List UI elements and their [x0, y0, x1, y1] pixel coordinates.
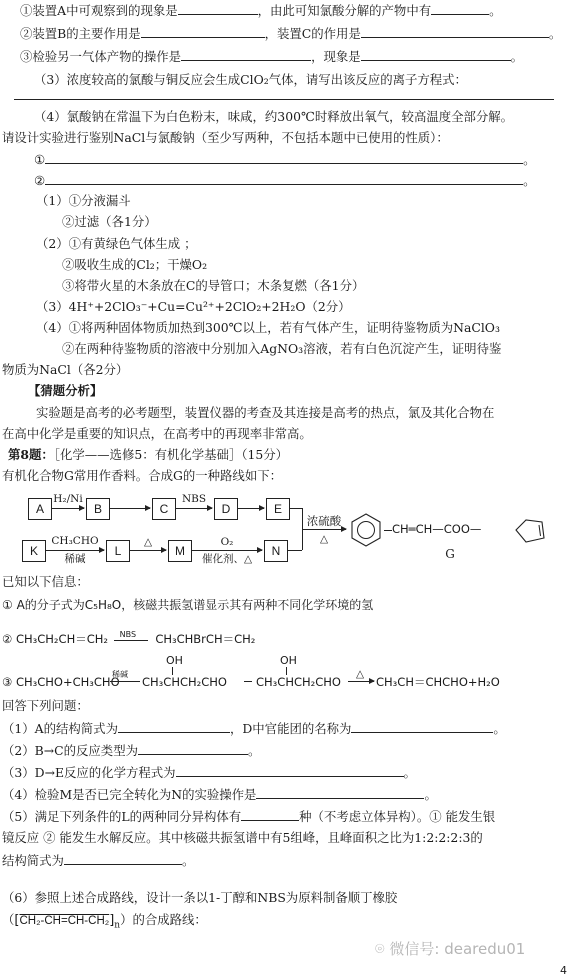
question-5b: 镜反应 ② 能发生水解反应。其中核磁共振氢谱中有5组峰，且峰面积之比为1:2:2:2:3的: [2, 830, 483, 845]
arrow: [110, 508, 150, 509]
answer-line-3: （2）①有黄绿色气体生成 ；: [36, 236, 197, 251]
analysis-heading: 【猜题分析】: [28, 383, 103, 398]
reagent-label: 浓硫酸: [306, 514, 342, 528]
bond: [244, 681, 252, 682]
blank: [361, 24, 549, 38]
arrow: [52, 508, 84, 509]
question-8-title: 第8题：［化学——选修5：有机化学基础］（15分）: [8, 447, 289, 462]
answer-line-2: ②过滤（各1分）: [62, 214, 157, 229]
blank: [45, 150, 523, 164]
product-chain: CH═CH—COO—: [392, 522, 482, 536]
reagent-label: O₂: [220, 536, 234, 548]
question-8-intro: 有机化合物G常用作香料。合成G的一种路线如下：: [2, 468, 282, 483]
question-3: （3）D→E反应的化学方程式为 。: [2, 765, 416, 780]
compound-b: B: [86, 498, 110, 520]
compound-m: M: [168, 540, 192, 562]
compound-e: E: [266, 498, 290, 520]
question-1: （1）A的结构简式为 ，D中官能团的名称为 。: [2, 721, 506, 736]
q-line-4: （4）氯酸钠在常温下为白色粉末，味咸，约300℃时释放出氧气，较高温度全部分解。: [34, 109, 514, 124]
blank: [138, 741, 248, 755]
arrow: [110, 681, 140, 682]
page-number: 4: [560, 964, 567, 977]
blank: [45, 171, 523, 185]
polymer-bracket-icon: [: [14, 913, 20, 928]
questions-heading: 回答下列问题：: [2, 698, 89, 713]
compound-d: D: [214, 498, 238, 520]
compound-n: N: [264, 540, 288, 562]
answer-line: [14, 99, 554, 100]
info-1: ① A的分子式为C₅H₈O，核磁共振氢谱显示其有两种不同化学环境的氢: [2, 598, 374, 612]
answer-line-7: （4）①将两种固体物质加热到300℃以上，若有气体产生，证明待鉴物质为NaClO₃: [36, 320, 500, 335]
blank: [431, 1, 489, 15]
reagent-label: CH₃CHO: [51, 535, 99, 547]
question-6b: $([CH_2-CH=CH-CH_2]_n)$的合成路线：: [2, 912, 207, 931]
q-line-4c: ① 。: [34, 152, 536, 167]
compound-l: L: [106, 540, 130, 562]
blank: [118, 719, 230, 733]
blank: [241, 807, 299, 821]
cyclopentene-ring-icon: [512, 514, 548, 546]
info-2: ② CH₃CH₂CH＝CH₂ NBS CH₃CHBrCH＝CH₂: [2, 629, 256, 646]
connector: [290, 508, 302, 509]
question-5c: 结构简式为 。: [2, 853, 195, 868]
connector: [288, 550, 302, 551]
synthesis-scheme: [0, 490, 577, 570]
wechat-icon: ⌾: [375, 939, 385, 958]
blank: [178, 1, 258, 15]
answer-line-5: ③将带火星的木条放在C的导管口；木条复燃（各1分）: [62, 278, 365, 293]
arrow: [302, 529, 346, 530]
answer-line-9: 物质为NaCl（各2分）: [2, 362, 129, 377]
arrow: [176, 508, 212, 509]
watermark: ⌾ 微信号: dearedu01: [375, 939, 526, 958]
analysis-text-1: 实验题是高考的必考题型，装置仪器的考查及其连接是高考的热点，氯及其化合物在: [36, 405, 495, 420]
blank: [64, 851, 182, 865]
polymer-unit: CH₂-CH=CH-CH₂: [19, 915, 110, 927]
reagent-label: H₂/Ni: [53, 493, 83, 505]
blank: [181, 47, 311, 61]
arrow: [348, 681, 374, 682]
compound-g-label: G: [445, 547, 455, 561]
reagent-label: NBS: [181, 493, 207, 505]
benzene-ring-icon: [348, 512, 384, 548]
question-6: （6）参照上述合成路线，设计一条以1-丁醇和NBS为原料制备顺丁橡胶: [2, 890, 398, 905]
question-5: （5）满足下列条件的L的两种同分异构体有 种（不考虑立体异构）。① 能发生银: [2, 809, 496, 824]
q-line-4b: 请设计实验进行鉴别NaCl与氯酸钠（至少写两种，不包括本题中已使用的性质）：: [2, 130, 449, 145]
question-2: （2）B→C的反应类型为 。: [2, 743, 261, 758]
arrow: [192, 550, 262, 551]
q-line-1a: ①装置A中可观察到的现象是 ，由此可知氯酸分解的产物中有 。: [20, 3, 502, 18]
answer-line-1: （1）①分液漏斗: [36, 193, 131, 208]
blank: [351, 719, 493, 733]
answer-line-6: （3）4H⁺+2ClO₃⁻+Cu=Cu²⁺+2ClO₂+2H₂O（2分）: [36, 299, 351, 314]
arrow: [130, 550, 166, 551]
blank: [361, 47, 511, 61]
arrow: [238, 508, 264, 509]
answer-line-8: ②在两种待鉴物质的溶液中分别加入AgNO₃溶液，若有白色沉淀产生，证明待鉴: [62, 341, 502, 356]
reagent-label: △: [143, 536, 153, 548]
blank: [141, 24, 265, 38]
info-3: ③ CH₃CHO+CH₃CHO 稀碱 OH CH₃CHCH₂CHO OH CH₃CHCH₂CHO △ CH₃CH＝CHCHO+H₂O: [2, 654, 500, 689]
q-line-3: （3）浓度较高的氯酸与铜反应会生成ClO₂气体，请写出该反应的离子方程式：: [34, 72, 467, 87]
analysis-text-2: 在高中化学是重要的知识点，在高考中的再现率非常高。: [2, 426, 312, 441]
blank: [176, 763, 404, 777]
q-line-1c: ③检验另一气体产物的操作是 ，现象是 。: [20, 49, 524, 64]
bond: [384, 530, 392, 531]
compound-c: C: [152, 498, 176, 520]
polymer-bracket-icon: ]: [109, 913, 115, 928]
reagent-label: △: [319, 533, 329, 545]
blank: [256, 785, 424, 799]
q-line-4d: ② 。: [34, 173, 536, 188]
answer-line-4: ②吸收生成的Cl₂；干燥O₂: [62, 257, 208, 272]
nbs-arrow-icon: NBS: [112, 634, 152, 646]
reagent-label: 催化剂、△: [201, 553, 253, 565]
info-heading: 已知以下信息：: [2, 574, 89, 589]
compound-a: A: [28, 498, 52, 520]
compound-k: K: [22, 540, 46, 562]
arrow: [46, 550, 104, 551]
reagent-label: 稀碱: [64, 553, 86, 565]
question-4: （4）检验M是否已完全转化为N的实验操作是 。: [2, 787, 437, 802]
q-line-1b: ②装置B的主要作用是 ，装置C的作用是 。: [20, 26, 562, 41]
